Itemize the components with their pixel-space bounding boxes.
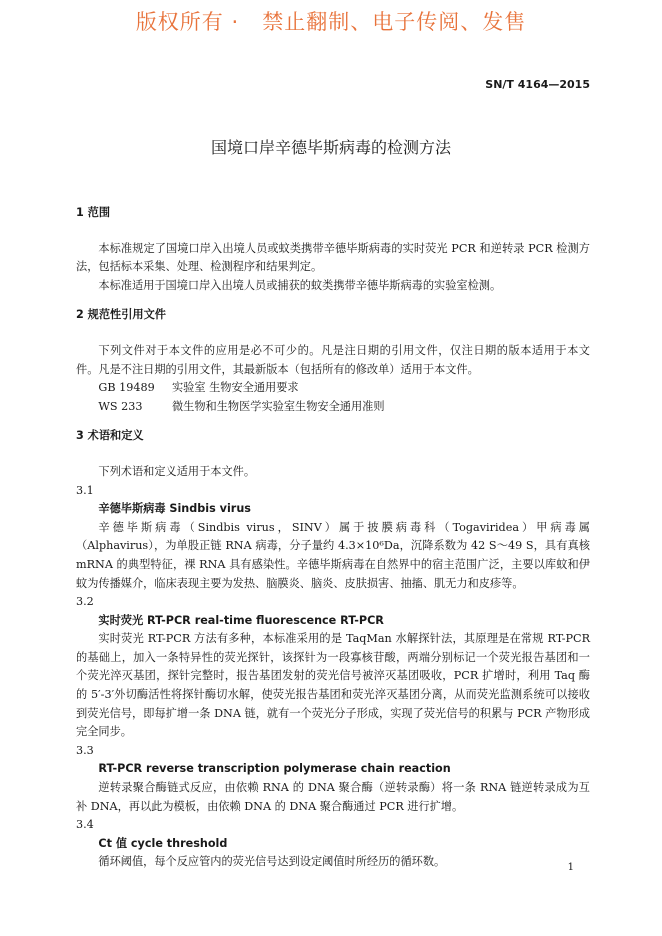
term-definition: 辛德毕斯病毒（Sindbis virus，SINV）属于披膜病毒科（Togaviridea）甲病毒属（Alphavirus），为单股正链 RNA 病毒，分子量约 4.3×10⁶Da，沉降系数为 42 S～49 S，具有真核 mRNA 的典型特征，裸 RNA 具有感染性。辛德毕斯病毒在自然界中的宿主范围广泛，主要以库蚊和伊蚊为传播媒介，临床表现主要为发热、脑膜炎、脑炎、皮肤损害、抽搐、肌无力和皮疹等。: [76, 520, 590, 590]
section-1-paragraph: 本标准适用于国境口岸入出境人员或捕获的蚊类携带辛德毕斯病毒的实验室检测。: [98, 278, 502, 292]
reference-title: 实验室 生物安全通用要求: [171, 381, 299, 395]
reference-code: WS 233: [98, 399, 143, 413]
section-1-heading: 1 范围: [76, 206, 111, 219]
document-title: 国境口岸辛德毕斯病毒的检测方法: [210, 138, 451, 157]
reference-item: [76, 398, 590, 417]
term-title: 辛德毕斯病毒 Sindbis virus: [98, 502, 251, 516]
watermark-banner: 版权所有 · 禁止翻制、电子传阅、发售: [135, 10, 527, 34]
section-2-paragraph: 下列文件对于本文件的应用是必不可少的。凡是注日期的引用文件，仅注日期的版本适用于本文件。凡是不注日期的引用文件，其最新版本（包括所有的修改单）适用于本文件。: [76, 343, 590, 376]
section-1-paragraph: 本标准规定了国境口岸入出境人员或蚊类携带辛德毕斯病毒的实时荧光 PCR 和逆转录 PCR 检测方法，包括标本采集、处理、检测程序和结果判定。: [76, 241, 590, 274]
section-3-heading: 3 术语和定义: [76, 429, 144, 443]
document-body: [76, 204, 590, 872]
section-3-intro: 下列术语和定义适用于本文件。: [98, 464, 256, 478]
section-2-heading: 2 规范性引用文件: [76, 308, 166, 322]
term-definition: 循环阈值，每个反应管内的荧光信号达到设定阈值时所经历的循环数。: [98, 855, 446, 869]
term-number: 3.1: [76, 483, 94, 497]
term-title: Ct 值 cycle threshold: [98, 836, 228, 850]
reference-code: GB 19489: [98, 381, 155, 395]
page-number: 1: [567, 862, 574, 873]
standard-code: SN/T 4164—2015: [485, 78, 590, 91]
reference-item: [76, 379, 590, 398]
reference-title: 微生物和生物医学实验室生物安全通用准则: [171, 399, 385, 413]
term-number: 3.2: [76, 595, 94, 609]
term-definition: 逆转录聚合酶链式反应，由依赖 RNA 的 DNA 聚合酶（逆转录酶）将一条 RNA 链逆转录成为互补 DNA，再以此为模板，由依赖 DNA 的 DNA 聚合酶通过 PCR 进行扩增。: [76, 781, 590, 813]
term-title: RT-PCR reverse transcription polymerase chain reaction: [98, 762, 451, 776]
term-title: 实时荧光 RT-PCR real-time fluorescence RT-PCR: [98, 613, 384, 627]
term-definition: 实时荧光 RT-PCR 方法有多种，本标准采用的是 TaqMan 水解探针法，其原理是在常规 RT-PCR 的基础上，加入一条特异性的荧光探针，该探针为一段寡核苷酸，两端分别标记一个荧光报告基团和一个荧光淬灭基团，探针完整时，报告基团发射的荧光信号被淬灭基团吸收，PCR 扩增时，利用 Taq 酶的 5′-3′外切酶活性将探针酶切水解，使荧光报告基团和荧光淬灭基团分离，从而荧光监测系统可以接收到荧光信号，即每扩增一条 DNA 链，就有一个荧光分子形成，实现了荧光信号的积累与 PCR 产物形成完全同步。: [76, 632, 590, 739]
term-number: 3.3: [76, 743, 94, 757]
term-number: 3.4: [76, 818, 94, 832]
